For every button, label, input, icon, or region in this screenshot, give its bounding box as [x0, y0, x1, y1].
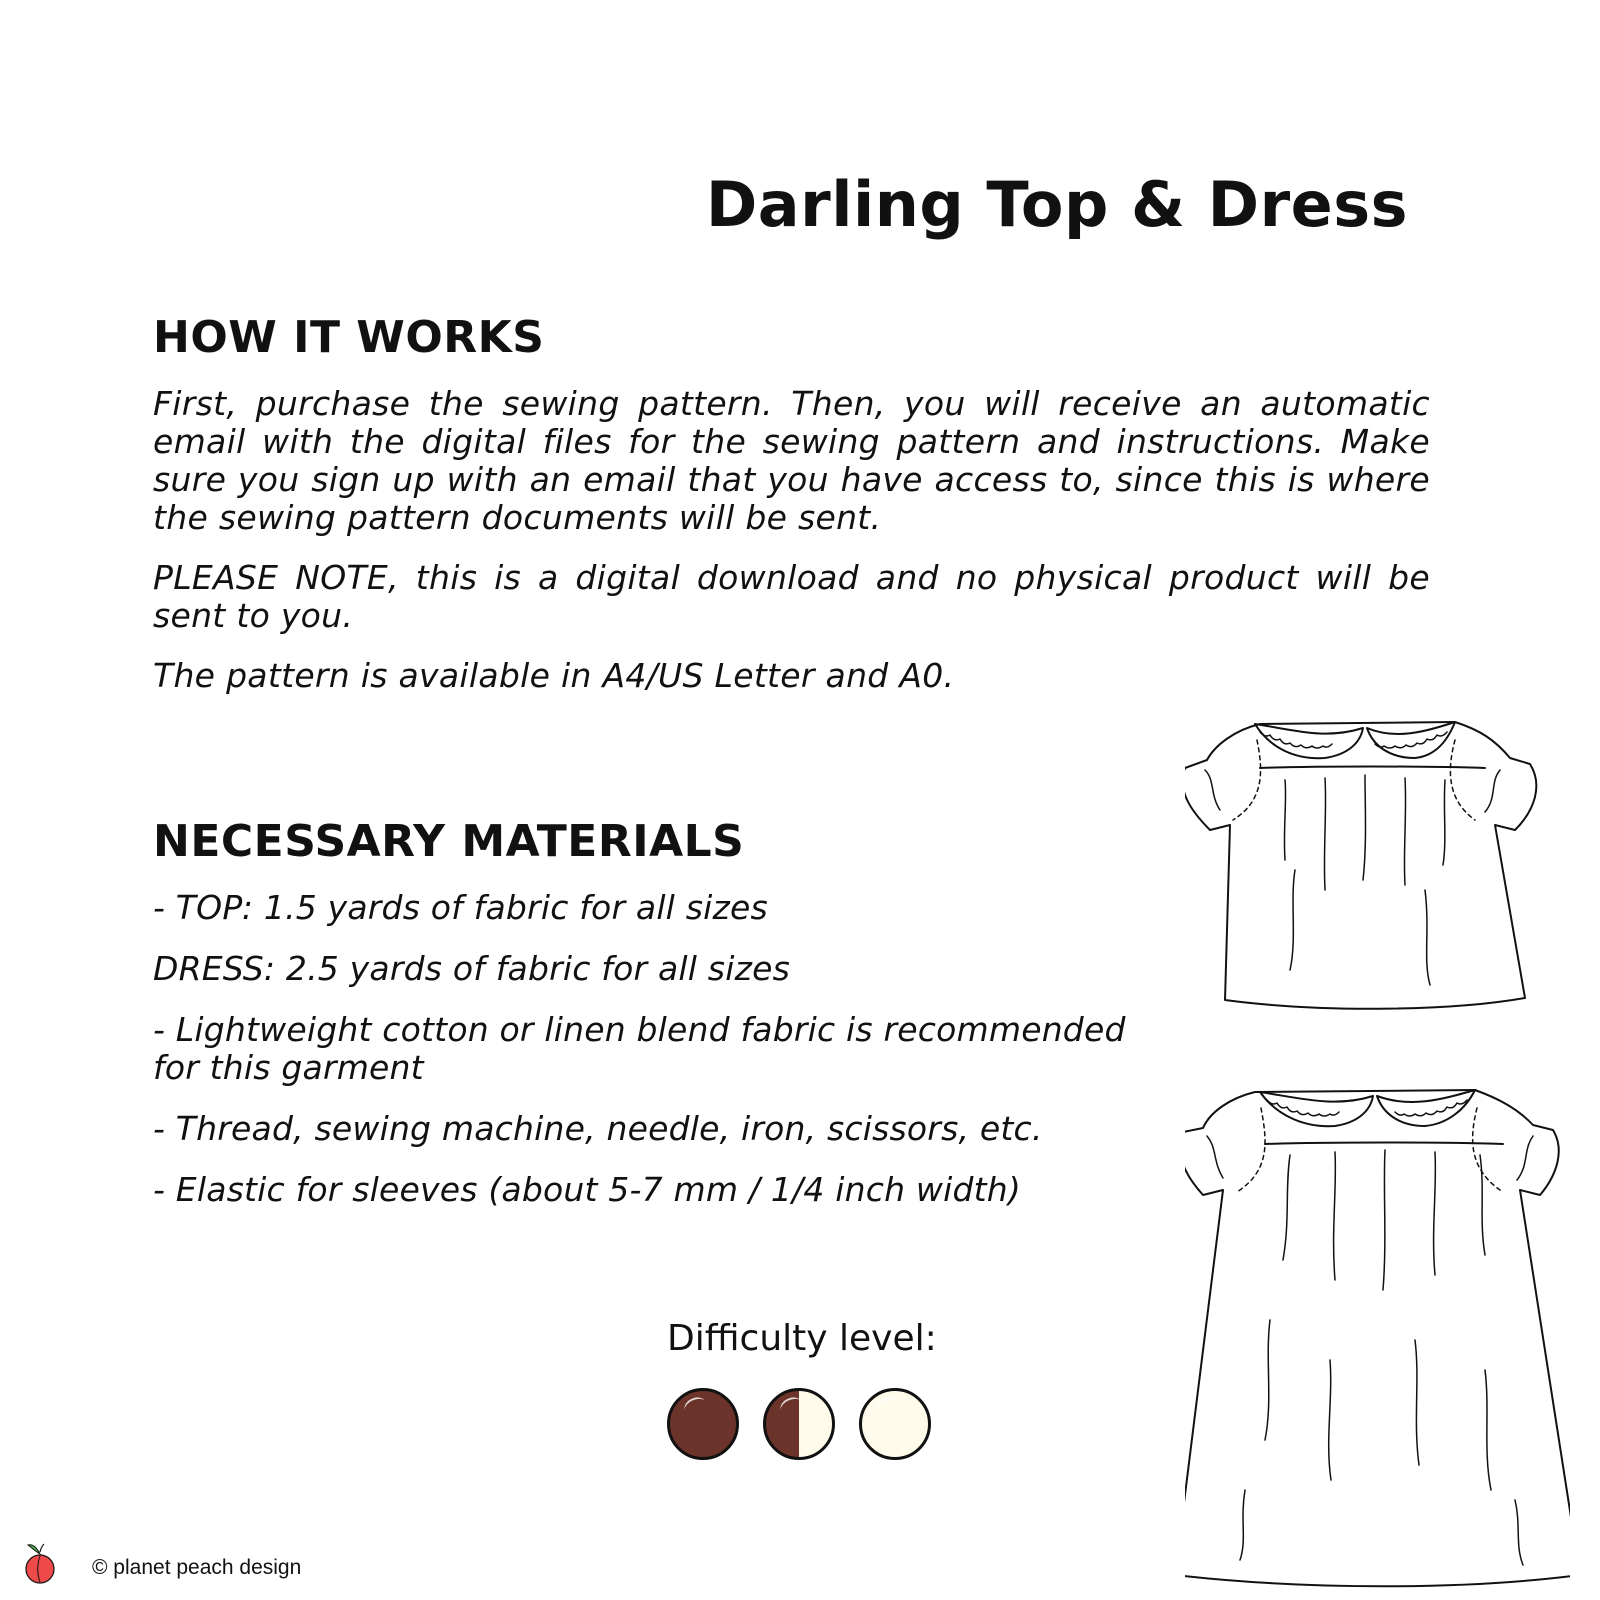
difficulty-dot-3: [859, 1388, 931, 1460]
format-paragraph: The pattern is available in A4/US Letter and A0.: [153, 656, 955, 695]
difficulty-dot-2: [763, 1388, 835, 1460]
how-it-works-heading: HOW IT WORKS: [153, 312, 545, 363]
peach-icon: [22, 1542, 58, 1584]
note-paragraph: PLEASE NOTE, this is a digital download and no physical product will be sent to you.: [153, 558, 1430, 635]
materials-item-elastic: - Elastic for sleeves (about 5-7 mm / 1/4 inch width): [153, 1170, 1021, 1209]
materials-item-tools: - Thread, sewing machine, needle, iron, scissors, etc.: [153, 1109, 1043, 1148]
how-it-works-paragraph: First, purchase the sewing pattern. Then, you will receive an automatic email with the digital files for the sewing pattern and instructions. Make sure you sign up with an email that you have access to, since this is where the sewing pattern documents will be sent.: [153, 384, 1430, 537]
how-it-works-section: [153, 312, 1430, 695]
difficulty-rating: [667, 1318, 937, 1359]
materials-list: [153, 889, 1138, 1209]
materials-item-fabric: - Lightweight cotton or linen blend fabric is recommended for this garment: [153, 1010, 1126, 1087]
difficulty-dot-1: [667, 1388, 739, 1460]
materials-item-dress: DRESS: 2.5 yards of fabric for all sizes: [153, 949, 790, 988]
top-sketch-icon: [1185, 700, 1570, 1025]
page-title: Darling Top & Dress: [705, 168, 1408, 241]
footer: [22, 1540, 301, 1584]
difficulty-dots: [667, 1388, 937, 1464]
materials-item-top: - TOP: 1.5 yards of fabric for all sizes: [153, 888, 768, 927]
materials-section: [153, 816, 1138, 1232]
materials-heading: NECESSARY MATERIALS: [153, 816, 745, 867]
difficulty-label: Difficulty level:: [667, 1318, 937, 1359]
dress-sketch-icon: [1185, 1070, 1570, 1590]
copyright-text: © planet peach design: [92, 1556, 302, 1579]
